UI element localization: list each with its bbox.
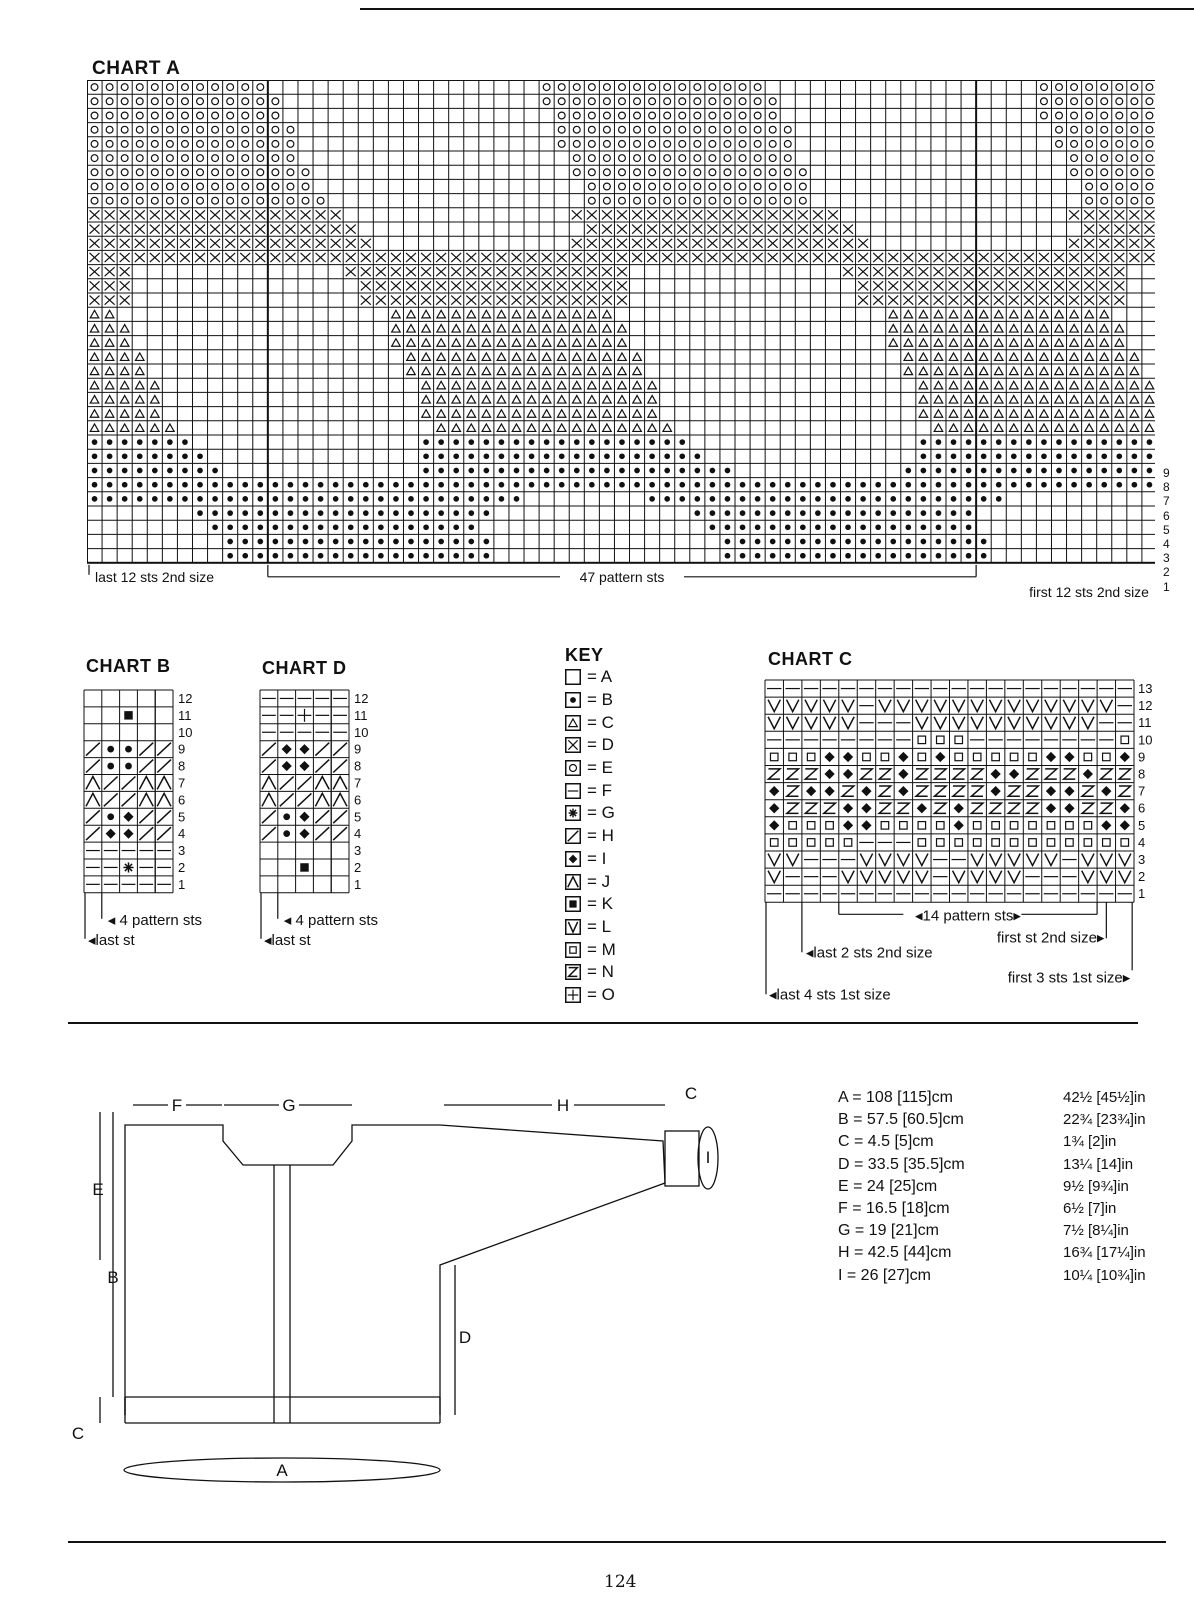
key-symbol-icon	[565, 737, 581, 753]
key-label: = J	[587, 871, 611, 891]
chart-c-label-first-1st: first 3 sts 1st size▸	[1007, 969, 1131, 987]
chart-b-row-number: 1	[178, 876, 186, 892]
chart-b-row-number: 8	[178, 758, 186, 774]
chart-c-row-number: 6	[1138, 800, 1146, 816]
measurement-cm: A = 108 [115]cm	[838, 1089, 953, 1106]
chart-b-grid	[80, 686, 230, 946]
chart-c-row-number: 10	[1138, 732, 1153, 748]
key-symbol-icon	[565, 874, 581, 890]
key-item	[565, 916, 665, 939]
key-label: = L	[587, 916, 612, 936]
schematic-label-i: I	[705, 1148, 711, 1167]
key-item	[565, 802, 665, 825]
chart-c-grid	[760, 676, 1180, 1016]
key-label: = D	[587, 735, 614, 755]
measurement-in: 13¼ [14]in	[1063, 1155, 1134, 1173]
key-list	[565, 666, 665, 1006]
key-item	[565, 757, 665, 780]
measurement-cm: C = 4.5 [5]cm	[838, 1133, 934, 1151]
measurement-in: 16¾ [17¼]in	[1063, 1244, 1146, 1262]
measurement-cm: G = 19 [21]cm	[838, 1222, 939, 1240]
key-symbol-icon	[565, 942, 581, 958]
key-item	[565, 666, 665, 689]
key-label: = C	[587, 712, 614, 732]
key-item	[565, 711, 665, 734]
chart-a-title: CHART A	[92, 58, 181, 79]
chart-d-row-number: 4	[354, 826, 362, 842]
chart-d-row-number: 10	[354, 724, 369, 740]
measurement-cm: B = 57.5 [60.5]cm	[838, 1111, 964, 1129]
chart-d-row-number: 1	[354, 876, 362, 892]
chart-a-row-number: 5	[1163, 522, 1170, 537]
measurement-in: 10¼ [10¾]in	[1063, 1266, 1146, 1284]
chart-a-row-numbers	[1163, 466, 1177, 594]
schematic-label-c-top: C	[684, 1084, 698, 1103]
key-label: = A	[587, 667, 613, 687]
chart-c-label-first-2nd: first st 2nd size▸	[996, 929, 1105, 947]
measurement-cm: I = 26 [27]cm	[838, 1266, 931, 1284]
chart-d-row-number: 12	[354, 691, 369, 706]
chart-a-label-pattern: 47 pattern sts	[579, 568, 665, 585]
chart-c-row-number: 8	[1138, 766, 1146, 782]
chart-d-row-number: 11	[354, 707, 368, 723]
chart-a-row-number: 7	[1163, 494, 1170, 509]
key-item	[565, 893, 665, 916]
key-symbol-icon	[565, 692, 581, 708]
chart-c-row-number: 12	[1138, 698, 1153, 714]
chart-b-row-number: 12	[178, 691, 193, 706]
chart-d-label-pattern: ◂ 4 pattern sts	[283, 911, 379, 929]
measurements-in	[1063, 1087, 1146, 1287]
schematic-label-d: D	[458, 1328, 472, 1347]
key-symbol-icon	[565, 851, 581, 867]
chart-b-row-number: 2	[178, 860, 186, 875]
key-item	[565, 779, 665, 802]
chart-c-row-number: 4	[1138, 834, 1146, 850]
garment-schematic	[60, 1075, 760, 1515]
middle-rule	[68, 1022, 1138, 1024]
key-symbol-icon	[565, 896, 581, 912]
chart-c-title: CHART C	[768, 649, 853, 669]
key-item	[565, 734, 665, 757]
chart-c-row-number: 7	[1138, 783, 1146, 799]
chart-a-row-number: 1	[1163, 579, 1170, 594]
measurement-cm: E = 24 [25]cm	[838, 1177, 938, 1195]
page-number: 124	[604, 1572, 637, 1592]
chart-b-row-number: 5	[178, 809, 186, 825]
key-label: = N	[587, 962, 614, 982]
chart-d-row-number: 7	[354, 775, 362, 791]
chart-b-title: CHART B	[86, 656, 171, 676]
chart-c-row-number: 2	[1138, 869, 1146, 885]
key-label: = H	[587, 826, 614, 846]
chart-c-row-number: 5	[1138, 817, 1146, 833]
chart-b-row-number: 9	[178, 741, 186, 757]
key-symbol-icon	[565, 783, 581, 799]
key-label: = I	[587, 848, 607, 868]
schematic-label-f: F	[171, 1096, 183, 1115]
schematic-label-g: G	[282, 1096, 296, 1115]
schematic-label-b: B	[107, 1268, 119, 1287]
chart-c-row-number: 3	[1138, 852, 1146, 867]
key-label: = G	[587, 803, 615, 823]
chart-b-row-number: 11	[178, 707, 192, 723]
chart-c-label-last-1st: ◂last 4 sts 1st size	[769, 986, 891, 1004]
key-label: = E	[587, 758, 613, 778]
chart-a-row-number: 6	[1163, 508, 1170, 523]
measurement-in: 7½ [8¼]in	[1063, 1222, 1129, 1240]
chart-b-row-number: 10	[178, 724, 193, 740]
chart-b-row-number: 4	[178, 826, 186, 842]
schematic-label-h: H	[556, 1096, 570, 1115]
key-symbol-icon	[565, 715, 581, 731]
key-symbol-icon	[565, 964, 581, 980]
chart-b-row-number: 7	[178, 775, 186, 791]
chart-d-row-number: 3	[354, 843, 362, 859]
chart-d-label-last: ◂last st	[264, 931, 311, 946]
chart-c-row-number: 9	[1138, 749, 1146, 765]
key-label: = K	[587, 894, 613, 914]
chart-a-label-first: first 12 sts 2nd size	[1029, 583, 1149, 600]
key-item	[565, 848, 665, 871]
measurement-in: 22¾ [23¾]in	[1063, 1111, 1146, 1129]
measurement-cm: D = 33.5 [35.5]cm	[838, 1155, 965, 1173]
key-symbol-icon	[565, 669, 581, 685]
chart-c-label-pattern: ◂14 pattern sts▸	[914, 907, 1021, 925]
chart-a-label-last: last 12 sts 2nd size	[95, 568, 215, 585]
chart-a-grid	[87, 80, 1155, 652]
key-title: KEY	[565, 645, 604, 665]
schematic-label-e: E	[92, 1180, 104, 1199]
key-symbol-icon	[565, 919, 581, 935]
chart-d-row-number: 5	[354, 809, 362, 825]
chart-b-label-pattern: ◂ 4 pattern sts	[107, 911, 203, 929]
chart-d-row-number: 2	[354, 860, 362, 875]
key-symbol-icon	[565, 805, 581, 821]
chart-a-row-number: 9	[1163, 466, 1170, 480]
chart-d-grid	[256, 686, 406, 946]
key-symbol-icon	[565, 987, 581, 1003]
key-item	[565, 938, 665, 961]
chart-b-label-last: ◂last st	[88, 931, 135, 946]
key-label: = M	[587, 939, 616, 959]
schematic-label-a: A	[276, 1461, 288, 1480]
key-item	[565, 870, 665, 893]
chart-c-row-number: 13	[1138, 681, 1153, 696]
chart-a-row-number: 3	[1163, 551, 1170, 566]
key-item	[565, 961, 665, 984]
chart-d-row-number: 9	[354, 741, 362, 757]
measurement-in: 42½ [45½]in	[1063, 1089, 1146, 1106]
key-item	[565, 984, 665, 1007]
chart-d-row-number: 6	[354, 792, 362, 808]
key-label: = B	[587, 690, 613, 710]
key-label: = F	[587, 780, 613, 800]
chart-c-label-last-2nd: ◂last 2 sts 2nd size	[805, 944, 933, 962]
bottom-rule	[68, 1541, 1166, 1543]
measurements-cm	[838, 1087, 965, 1287]
key-item	[565, 689, 665, 712]
chart-a-row-number: 4	[1163, 536, 1170, 551]
key-item	[565, 825, 665, 848]
chart-a-row-number: 2	[1163, 565, 1170, 580]
chart-c-row-number: 11	[1138, 715, 1152, 731]
chart-c-row-number: 1	[1138, 886, 1146, 902]
measurement-in: 6½ [7]in	[1063, 1200, 1117, 1218]
schematic-label-c-left: C	[71, 1424, 85, 1443]
chart-b-row-number: 3	[178, 843, 186, 859]
key-symbol-icon	[565, 828, 581, 844]
measurement-cm: F = 16.5 [18]cm	[838, 1200, 950, 1218]
measurement-in: 9½ [9¾]in	[1063, 1177, 1129, 1195]
measurement-cm: H = 42.5 [44]cm	[838, 1244, 952, 1262]
chart-b-row-number: 6	[178, 792, 186, 808]
chart-d-title: CHART D	[262, 658, 347, 678]
chart-a-row-number: 8	[1163, 480, 1170, 495]
key-label: = O	[587, 984, 615, 1004]
measurement-in: 1¾ [2]in	[1063, 1133, 1117, 1151]
chart-d-row-number: 8	[354, 758, 362, 774]
key-symbol-icon	[565, 760, 581, 776]
top-rule	[360, 8, 1194, 10]
